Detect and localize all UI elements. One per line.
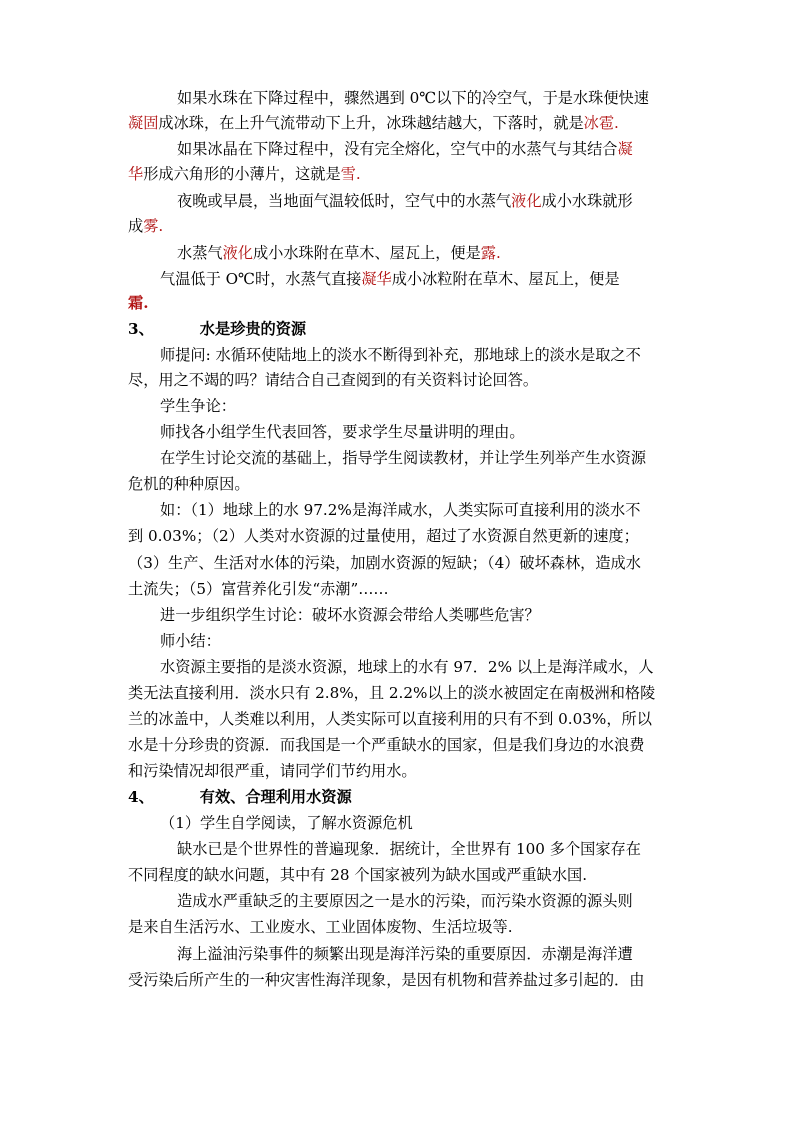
text-segment: 进一步组织学生讨论：破坏水资源会带给人类哪些危害？ [160,606,540,624]
highlighted-term: 液化 [222,244,253,262]
text-segment: 气温低于 O℃时，水蒸气直接 [160,270,362,288]
text-segment: 成小冰粒附在草木、屋瓦上，便是 [391,270,620,288]
text-segment: 水是珍贵的资源 [199,320,307,338]
text-segment: 海上溢油污染事件的频繁出现是海洋污染的重要原因．赤潮是海洋遭 [177,945,633,963]
paragraph-line [160,811,413,835]
paragraph-line [160,420,525,444]
paragraph-line [160,629,221,653]
text-segment: 有效、合理利用水资源 [199,788,352,806]
section-heading [128,317,306,341]
section-heading [128,785,352,809]
paragraph-line [177,241,501,265]
paragraph-line [128,214,163,238]
text-segment: 水蒸气 [177,244,223,262]
paragraph-line [128,551,641,575]
text-segment: 师小结： [160,632,221,650]
paragraph-line [128,707,652,731]
paragraph-line [160,267,620,291]
text-segment: 成小水珠附在草木、屋瓦上，便是 [252,244,481,262]
paragraph-line [128,162,361,186]
paragraph-line [177,837,641,861]
text-segment: （1）学生自学阅读，了解水资源危机 [160,814,413,832]
paragraph-line [160,603,540,627]
text-segment: 不同程度的缺水问题，其中有 28 个国家被列为缺水国或严重缺水国. [128,866,588,884]
highlighted-term: 雪. [340,165,361,183]
paragraph-line [177,889,633,913]
text-segment: 学生争论： [160,397,236,415]
highlighted-term: 凝华 [361,270,392,288]
text-segment: 师提问: 水循环使陆地上的淡水不断得到补充，那地球上的淡水是取之不 [160,346,641,364]
highlighted-term: 冰雹. [583,114,619,132]
text-segment: 造成水严重缺乏的主要原因之一是水的污染，而污染水资源的源头则 [177,892,633,910]
text-segment: 是来自生活污水、工业废水、工业固体废物、生活垃圾等. [128,918,513,936]
text-segment: 缺水已是个世界性的普遍现象．据统计，全世界有 100 多个国家存在 [177,840,641,858]
paragraph-line [160,394,236,418]
highlighted-term: 凝 [617,140,633,158]
highlighted-term: 液化 [511,192,542,210]
paragraph-line [128,524,639,548]
text-segment: 受污染后所产生的一种灾害性海洋现象，是因有机物和营养盐过多引起的．由 [128,971,645,989]
text-segment: 形成六角形的小薄片，这就是 [143,165,341,183]
paragraph-line [128,863,587,887]
paragraph-line [128,759,417,783]
text-segment: 如：（1）地球上的水 97.2%是海洋咸水，人类实际可直接利用的淡水不 [160,501,641,519]
text-segment: 如果水珠在下降过程中，骤然遇到 0℃以下的冷空气，于是水珠便快速 [177,89,649,107]
paragraph-line [128,681,655,705]
paragraph-line [177,86,649,110]
paragraph-line [160,343,641,367]
text-segment: （3）生产、生活对水体的污染，加剧水资源的短缺；（4）破坏森林，造成水 [128,554,641,572]
paragraph-line [128,733,644,757]
text-segment: 尽，用之不竭的吗？请结合自己查阅到的有关资料讨论回答。 [128,371,539,389]
text-segment: 成小水珠就形 [541,192,633,210]
highlighted-term: 露. [480,244,501,262]
paragraph-line [160,446,646,470]
text-segment: 夜晚或早晨，当地面气温较低时，空气中的水蒸气 [177,192,512,210]
paragraph-line [128,968,644,992]
text-segment: 师找各小组学生代表回答，要求学生尽量讲明的理由。 [160,423,525,441]
paragraph-line [160,498,640,522]
highlighted-term: 凝固 [128,114,159,132]
text-segment: 4、 [128,788,154,806]
text-segment: 土流失；（5）富营养化引发“赤潮”…… [128,580,389,598]
text-segment: 到 0.03%；（2）人类对水资源的过量使用，超过了水资源自然更新的速度； [128,527,639,545]
paragraph-line [128,111,619,135]
paragraph-line [160,655,654,679]
text-segment: 在学生讨论交流的基础上，指导学生阅读教材，并让学生列举产生水资源 [160,449,646,467]
text-segment: 和污染情况却很严重，请同学们节约用水。 [128,762,417,780]
paragraph-line [177,942,633,966]
text-segment: 成冰珠，在上升气流带动下上升，冰珠越结越大，下落时，就是 [158,114,584,132]
text-segment: 成 [128,217,144,235]
text-segment: 兰的冰盖中，人类难以利用，人类实际可以直接利用的只有不到 0.03%，所以 [128,710,652,728]
highlighted-term: 霜. [128,294,149,312]
paragraph-line [177,137,633,161]
text-segment: 如果冰晶在下降过程中，没有完全熔化，空气中的水蒸气与其结合 [177,140,618,158]
text-segment: 危机的种种原因。 [128,475,250,493]
highlighted-term: 雾. [143,217,164,235]
paragraph-line [128,368,538,392]
text-segment: 3、 [128,320,154,338]
paragraph-line [128,291,148,315]
text-segment: 水资源主要指的是淡水资源，地球上的水有 97．2% 以上是海洋咸水，人 [160,658,654,676]
paragraph-line [128,915,513,939]
text-segment: 类无法直接利用．淡水只有 2.8%，且 2.2%以上的淡水被固定在南极洲和格陵 [128,684,656,702]
text-segment: 水是十分珍贵的资源．而我国是一个严重缺水的国家，但是我们身边的水浪费 [128,736,645,754]
paragraph-line [128,472,250,496]
paragraph-line [177,189,633,213]
highlighted-term: 华 [128,165,144,183]
paragraph-line [128,577,389,601]
